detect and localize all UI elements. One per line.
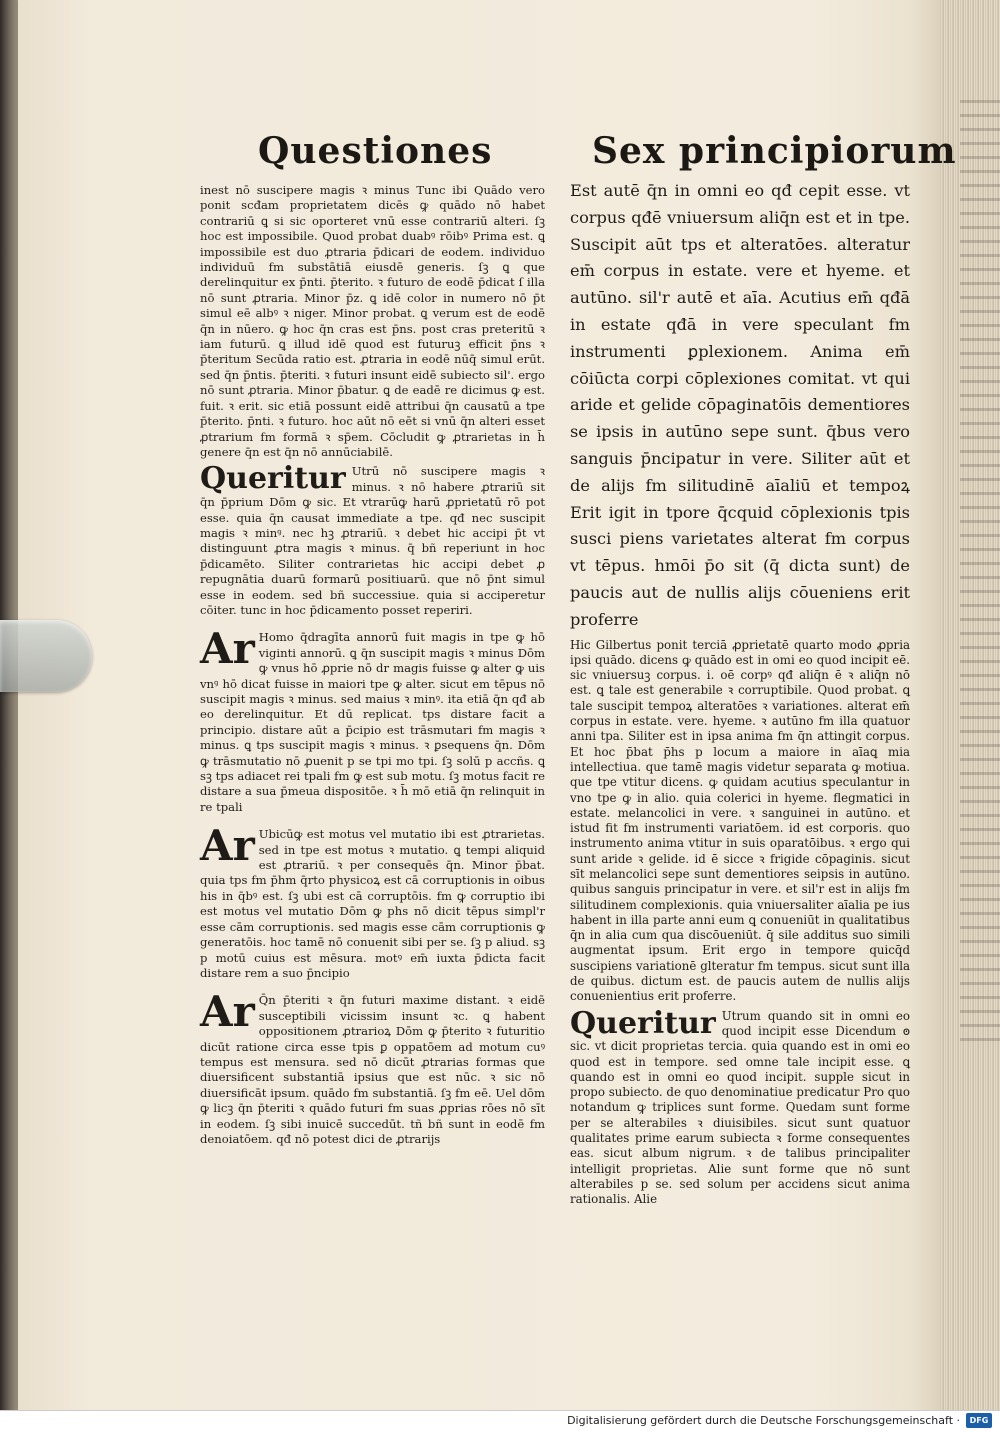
right-column [570, 178, 910, 1212]
page-clip-tab [0, 620, 92, 692]
argument-3-text: Q̄n p̄teriti ꝛ q̄n futuri maxime distant. ꝛ eidē susceptibili vicissim insunt ꝛc. ꝗ habent oppositionem ꝓtrarioꝝ Dōm ꝙ p̄terito ꝛ futuritio dicūt ratione circa esse tpis ꝑ oppatōem ad motum cuꝰ tempus est mensura. sed nō dicūt ꝓtrarias formas que diuersificent substantiā ipsius que est nūc. ꝛ sic nō diuersificāt ipsum. quādo fm substantiā. ſꝫ fm eē. Uel dōm ꝙ licꝫ q̄n p̄teriti ꝛ quādo futuri fm suas ꝓprias rōes nō sīt in eodem. ſꝫ sibi inuicē succedūt. tñ bñ sunt in eodē fm denoiatōem. qđ nō potest dici de ꝓtrarijs [200, 993, 545, 1146]
argument-2-text: Ubicūꝙ est motus vel mutatio ibi est ꝓtrarietas. sed in tpe est motus ꝛ mutatio. ꝗ tempi aliquid est ꝓtrariū. ꝛ per consequēs q̄n. Minor p̄bat. quia tps fm p̄hm q̄rto physicoꝝ est cā corruptionis in oibus his in q̄bꝰ est. ſꝫ ubi est cā corruptōis. fm ꝙ corruptio ibi est motus vel mutatio Dōm ꝙ phs nō dicit tēpus simpl'r esse cām corruptionis. sed magis esse cām corruptionis ꝙ generatōis. hoc tamē nō conuenit sibi per se. ſꝫ p aliud. sꝫ p motū cuius est mēsura. motꝰ em̄ iuxta p̄dicta facit distare rem a suo p̄ncipio [200, 827, 545, 980]
argument-initial: Ar [200, 821, 255, 871]
argument-initial: Ar [200, 624, 255, 674]
question-2-text: Utrum quando sit in omni eo quod incipit esse Dicendum ꙩ sic. vt dicit proprietas tercia. quia quando est in omi eo quod est in tempore. sed omne tale incipit esse. ꝗ quando est in omni eo quod incipit. supple sicut in propo subiecto. de quo denominatiue predicatur Pro quo notandum ꝙ triplices sunt forme. Quedam sunt forme per se alterabiles ꝛ diuisibiles. sicut sunt quatuor qualitates prime earum subiecta ꝛ forme consequentes eas. sicut album nigrum. ꝛ de talibus principaliter intelligit proprietas. Alie sunt forme que nō sunt alterabiles p se. sed solum per accidens sicut anima rationalis. Alie [570, 1008, 910, 1207]
question-heading: Queritur [200, 461, 346, 497]
facing-page-text-edge [960, 100, 1000, 1050]
question-2 [570, 1005, 910, 1208]
left-column [200, 183, 545, 1151]
argument-initial: Ar [200, 987, 255, 1037]
source-text-paragraph: Est autē q̄n in omni eo qđ cepit esse. vt corpus qđē vniuersum aliq̄n est et in tpe. Suscipit aūt tps et alteratōes. alteratur em̄ corpus in estate. vere et hyeme. et autūno. sil'r autē et aīa. Acutius em̄ qđā in estate qđā in vere speculant fm instrumenti ꝑplexionem. Anima em̄ cōiūcta corpi cōplexiones comitat. vt qui aride et gelide cōpaginatōis dementiores se ipsis in autūno sepe sunt. q̄bus vero sanguis p̄ncipatur in vere. Siliter aūt et de alijs fm silitudinē aīaliū et tempoꝝ Erit igit in tpore q̄cquid cōplexionis tpis susci piens varietates alterat fm corpus vt tēpus. hmōi p̄o sit (q̄ dicta sunt) de paucis aut de nullis alijs cōueniens erit proferre [570, 181, 910, 629]
argument-1-text: Homo q̄dragīta annorū fuit magis in tpe ꝙ hō viginti annorū. ꝗ q̄n suscipit magis ꝛ minus Dōm ꝙ vnus hō ꝓprie nō dr magis fuisse ꝙ alter ꝙ uis vnꝰ hō dicat fuisse in maiori tpe ꝙ alter. sicut em tēpus nō suscipit magis ꝛ minus. sed maius ꝛ minꝰ. ita etiā q̄n qđ ab eo derelinquitur. Et dū replicat. tps distare facit a principio. distare aūt a p̄cipio est trāsmutari fm magis ꝛ minus. ꝗ tps suscipit magis ꝛ minus. ꝛ ꝑsequens q̄n. Dōm ꝙ trāsmutatio nō ꝓuenit p se tpi mo tpi. ſꝫ solū p accñs. ꝗ sꝫ tps adiacet rei tpali fm ꝙ est sub motu. ſꝫ motus facit re distare a sua p̄meua dispositōe. ꝛ h̄ mō etiā q̄n relinquit in re tpali [200, 630, 545, 814]
question-heading: Queritur [570, 1005, 716, 1041]
dfg-logo: DFG [966, 1413, 992, 1428]
question-1-text: Utrū nō suscipere magis ꝛ minus. ꝛ nō habere ꝓtrariū sit q̄n p̄prium Dōm ꝙ sic. Et vtrarūꝙ harū ꝓprietatū rō pot esse. quia q̄n causat immediate a tpe. qđ nec suscipit magis ꝛ minꝰ. nec hꝫ ꝓtrariū. ꝛ debet hic accipi p̄t vt distinguunt ꝓtra magis ꝛ minus. q̄ bñ reperiunt in hoc p̄dicamēto. Siliter contrarietas hic accipi debet ꝓ repugnātia duarū formarū positiuarū. que nō p̄nt simul esse in eodem. sed bñ successiue. quia si acciperetur cōiter. tunc in hoc p̄dicamento posset reperiri. [200, 464, 545, 617]
funding-credit: Digitalisierung gefördert durch die Deutsche Forschungsgemeinschaft · [567, 1414, 960, 1427]
argument-1 [200, 624, 545, 815]
footer-bar [0, 1410, 1000, 1432]
question-1 [200, 461, 545, 618]
argument-3 [200, 987, 545, 1147]
commentary-paragraph: Hic Gilbertus ponit terciā ꝓprietatē quarto modo ꝓpria ipsi quādo. dicens ꝙ quādo est in omi eo quod incipit eē. sic vniuersuꝫ corpus. i. oē corpꝰ qđ aliq̄n ē ꝛ aliq̄n nō est. ꝗ tale est generabile ꝛ corruptibile. Quod probat. ꝗ tale suscipit tempoꝝ alteratōes ꝛ variationes. alterat em̄ corpus in estate. vere. hyeme. ꝛ autūno fm illa quatuor anni tpa. Siliter est in ipsa anima fm q̄n attingit corpus. Et hoc p̄bat p̄hs p locum a maiore in aīaꝗ mia intellectiua. que tamē magis videtur separata ꝙ motiua. que tpe vtitur dicens. ꝙ quidam acutius speculantur in vno tpe ꝙ in alio. quia colerici in hyeme. flegmatici in estate. melancolici in vere. ꝛ sanguinei in autūno. et istud fit fm instrumenti variatōem. id est corporis. quo instrumento anima vtitur in suis oparatōibus. ꝛ ergo qui sunt aride ꝛ gelide. id ē sicce ꝛ frigide cōpaginis. sicut sīt melancolici sepe sunt dementiores seipsis in autūno. quibus sanguis principatur in vere. et sil'r est in alijs fm silitudinem complexionis. quia vniuersaliter aīalia pe ius habent in illa parte anni eum ꝗ conueniūt in qualitatibus q̄n in alia cum qua discōueniūt. q̄ sile additus suo simili augmentat ipsum. Erit ergo in tempore quicq̄d suscipiens variationē glteratur fm tempus. sicut sunt illa de quibus. dictum est. de paucis autem de nullis alijs conuenientius erit proferre. [570, 637, 910, 1004]
left-para-1: inest nō suscipere magis ꝛ minus Tunc ibi Quādo vero ponit scđam proprietatem dicēs ꝙ quādo nō habet contrariū ꝗ si sic oporteret vnū esse contrariū alteri. ſꝫ hoc est impossibile. Quod probat duabꝰ rōibꝰ Prima est. ꝗ impossibile est duo ꝓtraria p̄dicari de eodem. individuo individuū fm substātiā eiusdē generis. ſꝫ ꝗ que derelinquitur ex p̄nti. p̄terito. ꝛ futuro de eodē p̄dicat ſ illa nō sunt ꝓtraria. Minor p̄z. ꝗ idē color in numero nō p̄t simul eē albꝰ ꝛ niger. Minor probat. ꝗ verum est de eodē q̄n in nūero. ꝙ hoc q̄n cras est p̄ns. post cras preteritū ꝛ iam futurū. ꝗ illud idē quod est futuruꝫ efficit p̄ns ꝛ p̄teritum Secūda ratio est. ꝓtraria in eodē nūq̄ simul erūt. sed q̄n p̄ntis. p̄teriti. ꝛ futuri insunt eidē subiecto sil'. ergo nō sunt ꝓtraria. Minor p̄batur. ꝗ de eadē re dicimus ꝙ est. fuit. ꝛ erit. sic etiā possunt eidē attribui q̄n causatū a tpe p̄terito. p̄nti. ꝛ futuro. hoc aūt nō eēt si vnū q̄n alteri esset ꝓtrarium fm formā ꝛ sp̄em. Cōcludit ꝙ ꝓtrarietas in h̄ genere q̄n est q̄n nō annūciabilē. [200, 183, 545, 459]
running-header-left: Questiones [258, 130, 493, 172]
running-header-right: Sex principiorum [592, 130, 957, 172]
argument-2 [200, 821, 545, 981]
